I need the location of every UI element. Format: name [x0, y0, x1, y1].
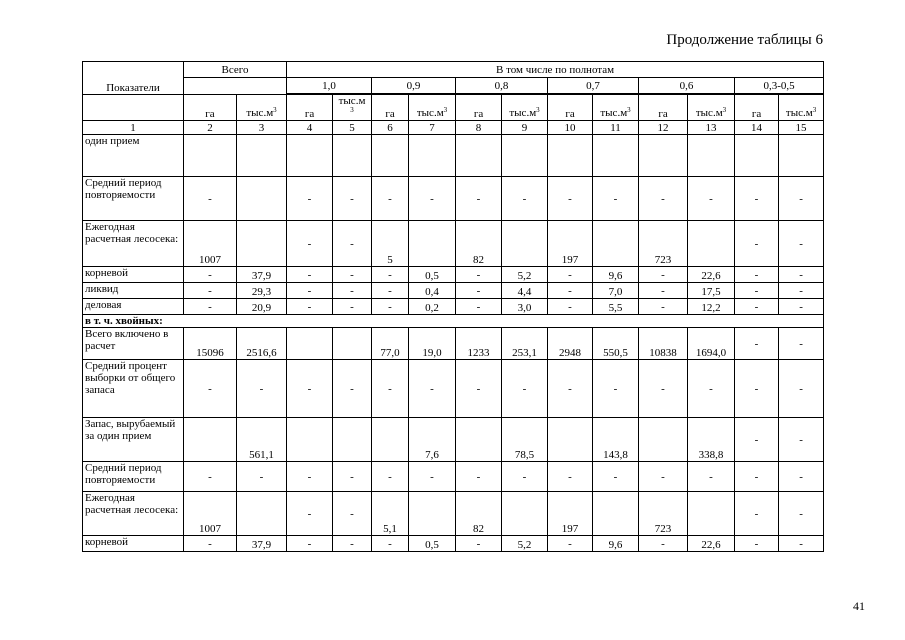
table-cell: 5,2	[502, 536, 548, 552]
table-cell	[237, 492, 287, 536]
table-cell: -	[409, 462, 456, 492]
forest-data-table	[82, 61, 824, 552]
table-cell: -	[735, 221, 779, 267]
table-cell: 1694,0	[688, 328, 735, 360]
table-cell: -	[333, 360, 372, 418]
table-cell	[688, 492, 735, 536]
row-label: Всего включено в расчет	[83, 328, 184, 360]
table-cell: -	[287, 177, 333, 221]
table-cell: -	[184, 299, 237, 315]
row-label: Ежегодная расчетная лесосека:	[83, 221, 184, 267]
unit-m3	[688, 95, 735, 121]
header-by-density: В том числе по полнотам	[287, 62, 824, 78]
table-cell	[456, 418, 502, 462]
table-cell: -	[333, 536, 372, 552]
section-label: в т. ч. хвойных:	[83, 315, 824, 328]
table-cell: -	[548, 462, 593, 492]
unit-m3-text: тыс.м	[246, 107, 274, 119]
table-cell: -	[735, 283, 779, 299]
unit-ha: га	[456, 95, 502, 121]
unit-m3	[333, 95, 372, 121]
unit-m3	[779, 95, 824, 121]
table-cell: -	[287, 299, 333, 315]
table-cell: -	[333, 177, 372, 221]
table-cell: 0,5	[409, 267, 456, 283]
column-number: 15	[779, 121, 824, 135]
unit-m3-sup: 3	[443, 106, 448, 114]
table-cell: 1007	[184, 221, 237, 267]
table-cell: -	[237, 462, 287, 492]
table-cell: 723	[639, 221, 688, 267]
table-cell: 77,0	[372, 328, 409, 360]
column-number: 11	[593, 121, 639, 135]
table-cell: 82	[456, 221, 502, 267]
table-cell: -	[688, 462, 735, 492]
column-number: 2	[184, 121, 237, 135]
column-number: 13	[688, 121, 735, 135]
table-row	[83, 283, 824, 299]
header-density: 0,7	[548, 78, 639, 94]
table-cell: -	[779, 328, 824, 360]
table-cell: -	[735, 177, 779, 221]
table-cell: -	[372, 267, 409, 283]
row-label: деловая	[83, 299, 184, 315]
table-cell: -	[639, 283, 688, 299]
table-cell: -	[502, 360, 548, 418]
table-cell: -	[184, 536, 237, 552]
unit-m3-sup: 3	[350, 106, 354, 114]
header-indicators: Показатели	[83, 62, 184, 95]
table-cell	[184, 135, 237, 177]
column-number: 5	[333, 121, 372, 135]
table-cell: -	[548, 299, 593, 315]
table-cell: 37,9	[237, 536, 287, 552]
unit-ha: га	[735, 95, 779, 121]
table-row	[83, 492, 824, 536]
unit-ha: га	[548, 95, 593, 121]
table-cell: -	[184, 360, 237, 418]
table-cell: 143,8	[593, 418, 639, 462]
unit-ha: га	[639, 95, 688, 121]
header-indicators-cell	[83, 95, 184, 121]
column-number: 10	[548, 121, 593, 135]
unit-m3	[237, 95, 287, 121]
table-cell	[779, 135, 824, 177]
table-cell: -	[372, 462, 409, 492]
table-cell: 0,4	[409, 283, 456, 299]
table-row	[83, 360, 824, 418]
table-cell: -	[287, 283, 333, 299]
table-cell: -	[502, 177, 548, 221]
table-cell: -	[456, 299, 502, 315]
table-cell: -	[184, 267, 237, 283]
table-cell	[688, 221, 735, 267]
table-cell: 17,5	[688, 283, 735, 299]
table-cell: 0,5	[409, 536, 456, 552]
header-total-spacer	[184, 78, 287, 95]
table-row	[83, 135, 824, 177]
table-row	[83, 267, 824, 283]
table-cell: -	[456, 177, 502, 221]
table-cell: -	[779, 221, 824, 267]
unit-m3	[409, 95, 456, 121]
table-cell: -	[639, 177, 688, 221]
table-cell: -	[735, 418, 779, 462]
unit-m3-sup: 3	[812, 106, 817, 114]
table-cell: 7,0	[593, 283, 639, 299]
table-cell	[593, 221, 639, 267]
table-cell: -	[456, 360, 502, 418]
unit-m3-text: тыс.м	[416, 107, 444, 119]
table-cell: 197	[548, 221, 593, 267]
table-cell	[593, 135, 639, 177]
table-cell	[333, 418, 372, 462]
unit-m3-sup: 3	[536, 106, 540, 114]
table-cell: -	[372, 360, 409, 418]
header-density: 0,9	[372, 78, 456, 94]
unit-m3-sup: 3	[722, 106, 727, 114]
table-cell: 1007	[184, 492, 237, 536]
unit-m3	[502, 95, 548, 121]
table-cell: 29,3	[237, 283, 287, 299]
table-cell	[639, 135, 688, 177]
unit-m3	[593, 95, 639, 121]
table-cell: 5,5	[593, 299, 639, 315]
table-cell: -	[639, 360, 688, 418]
table-cell: 1233	[456, 328, 502, 360]
table-cell: -	[287, 221, 333, 267]
table-cell	[502, 492, 548, 536]
table-cell: -	[779, 267, 824, 283]
table-cell	[287, 328, 333, 360]
header-density: 0,3-0,5	[735, 78, 824, 94]
table-cell: 5,2	[502, 267, 548, 283]
table-cell: 37,9	[237, 267, 287, 283]
row-label: Средний процент выборки от общего запаса	[83, 360, 184, 418]
table-cell: -	[639, 462, 688, 492]
header-density: 0,6	[639, 78, 735, 94]
unit-ha: га	[372, 95, 409, 121]
header-density: 1,0	[287, 78, 372, 94]
table-cell: 10838	[639, 328, 688, 360]
unit-ha: га	[287, 95, 333, 121]
row-label: корневой	[83, 536, 184, 552]
table-cell	[372, 418, 409, 462]
table-row	[83, 177, 824, 221]
table-cell: -	[735, 462, 779, 492]
table-cell: 22,6	[688, 267, 735, 283]
table-cell	[237, 177, 287, 221]
table-cell	[688, 135, 735, 177]
table-cell: -	[548, 177, 593, 221]
table-cell: -	[548, 360, 593, 418]
unit-m3-sup: 3	[273, 106, 277, 114]
row-label: корневой	[83, 267, 184, 283]
table-cell: -	[779, 299, 824, 315]
unit-m3-sup: 3	[627, 106, 631, 114]
table-cell: -	[593, 360, 639, 418]
unit-m3-text: тыс.м	[509, 107, 537, 119]
table-cell: 20,9	[237, 299, 287, 315]
table-cell: -	[184, 462, 237, 492]
table-cell: -	[372, 177, 409, 221]
column-number: 12	[639, 121, 688, 135]
table-cell: -	[735, 299, 779, 315]
table-cell: -	[333, 462, 372, 492]
table-cell: -	[548, 536, 593, 552]
table-cell: 7,6	[409, 418, 456, 462]
table-cell: -	[502, 462, 548, 492]
table-cell	[333, 135, 372, 177]
unit-ha: га	[184, 95, 237, 121]
table-cell: -	[779, 177, 824, 221]
table-caption: Продолжение таблицы 6	[666, 32, 823, 48]
table-cell: 22,6	[688, 536, 735, 552]
table-cell	[372, 135, 409, 177]
table-cell: -	[779, 462, 824, 492]
table-cell: 723	[639, 492, 688, 536]
table-cell: -	[372, 299, 409, 315]
table-cell: -	[548, 267, 593, 283]
table-row	[83, 221, 824, 267]
column-number: 6	[372, 121, 409, 135]
table-cell	[593, 492, 639, 536]
table-cell: 2948	[548, 328, 593, 360]
table-cell: -	[639, 299, 688, 315]
row-label: один прием	[83, 135, 184, 177]
table-cell: 253,1	[502, 328, 548, 360]
table-cell	[502, 221, 548, 267]
table-cell	[237, 221, 287, 267]
table-cell: -	[409, 360, 456, 418]
table-cell	[502, 135, 548, 177]
table-cell: 9,6	[593, 536, 639, 552]
table-cell	[409, 135, 456, 177]
column-number: 8	[456, 121, 502, 135]
table-cell: 5	[372, 221, 409, 267]
table-cell: -	[779, 418, 824, 462]
unit-m3-text: тыс.м	[600, 107, 628, 119]
table-cell: -	[735, 328, 779, 360]
table-cell: -	[735, 536, 779, 552]
column-number: 7	[409, 121, 456, 135]
unit-m3-text: тыс.м	[785, 107, 813, 119]
table-cell: -	[372, 283, 409, 299]
table-cell: -	[333, 299, 372, 315]
column-number: 9	[502, 121, 548, 135]
table-cell: -	[287, 536, 333, 552]
table-cell: -	[456, 283, 502, 299]
table-cell: 15096	[184, 328, 237, 360]
table-cell: -	[409, 177, 456, 221]
table-cell	[409, 221, 456, 267]
table-cell: -	[333, 283, 372, 299]
table-cell: -	[779, 360, 824, 418]
table-cell: -	[184, 283, 237, 299]
table-cell: -	[639, 267, 688, 283]
table-cell	[237, 135, 287, 177]
table-cell: 12,2	[688, 299, 735, 315]
table-cell: -	[779, 536, 824, 552]
table-cell: -	[333, 492, 372, 536]
page-number: 41	[853, 599, 865, 613]
table-cell: -	[184, 177, 237, 221]
column-number: 1	[83, 121, 184, 135]
header-total: Всего	[184, 62, 287, 78]
table-cell	[409, 492, 456, 536]
table-cell: -	[548, 283, 593, 299]
table-cell: -	[593, 177, 639, 221]
table-cell: -	[333, 267, 372, 283]
row-label: Ежегодная расчетная лесосека:	[83, 492, 184, 536]
unit-m3-text: тыс.м	[338, 95, 366, 107]
row-label: Средний период повторяемости	[83, 177, 184, 221]
table-cell: -	[688, 360, 735, 418]
table-cell: 0,2	[409, 299, 456, 315]
table-cell: -	[688, 177, 735, 221]
table-cell: -	[779, 283, 824, 299]
table-cell: 2516,6	[237, 328, 287, 360]
table-cell: 3,0	[502, 299, 548, 315]
table-cell: 338,8	[688, 418, 735, 462]
header-density: 0,8	[456, 78, 548, 94]
table-cell	[639, 418, 688, 462]
section-row	[83, 315, 824, 328]
table-cell: 78,5	[502, 418, 548, 462]
table-row	[83, 536, 824, 552]
table-cell: 82	[456, 492, 502, 536]
table-cell	[548, 418, 593, 462]
table-cell: -	[287, 360, 333, 418]
table-cell: -	[735, 492, 779, 536]
table-cell: 197	[548, 492, 593, 536]
table-cell: -	[779, 492, 824, 536]
table-cell: -	[287, 462, 333, 492]
column-number: 4	[287, 121, 333, 135]
table-row	[83, 418, 824, 462]
table-cell	[548, 135, 593, 177]
row-label: Средний период повторяемости	[83, 462, 184, 492]
table-cell: -	[237, 360, 287, 418]
table-cell	[287, 135, 333, 177]
table-cell: 561,1	[237, 418, 287, 462]
column-number: 3	[237, 121, 287, 135]
table-cell: 5,1	[372, 492, 409, 536]
table-cell: -	[456, 267, 502, 283]
table-cell: -	[593, 462, 639, 492]
table-cell: -	[372, 536, 409, 552]
table-cell: -	[735, 360, 779, 418]
row-label: ликвид	[83, 283, 184, 299]
column-number: 14	[735, 121, 779, 135]
table-cell: 550,5	[593, 328, 639, 360]
row-label: Запас, вырубаемый за один прием	[83, 418, 184, 462]
table-cell	[287, 418, 333, 462]
table-cell: -	[639, 536, 688, 552]
table-cell	[456, 135, 502, 177]
table-cell: -	[456, 462, 502, 492]
table-cell	[735, 135, 779, 177]
table-cell: 4,4	[502, 283, 548, 299]
table-cell: 9,6	[593, 267, 639, 283]
table-row	[83, 328, 824, 360]
table-cell	[333, 328, 372, 360]
table-cell: -	[456, 536, 502, 552]
table-cell: -	[333, 221, 372, 267]
table-cell: -	[735, 267, 779, 283]
table-cell: -	[287, 267, 333, 283]
table-row	[83, 462, 824, 492]
table-cell: -	[287, 492, 333, 536]
table-cell: 19,0	[409, 328, 456, 360]
table-row	[83, 299, 824, 315]
table-cell	[184, 418, 237, 462]
unit-m3-text: тыс.м	[695, 107, 723, 119]
